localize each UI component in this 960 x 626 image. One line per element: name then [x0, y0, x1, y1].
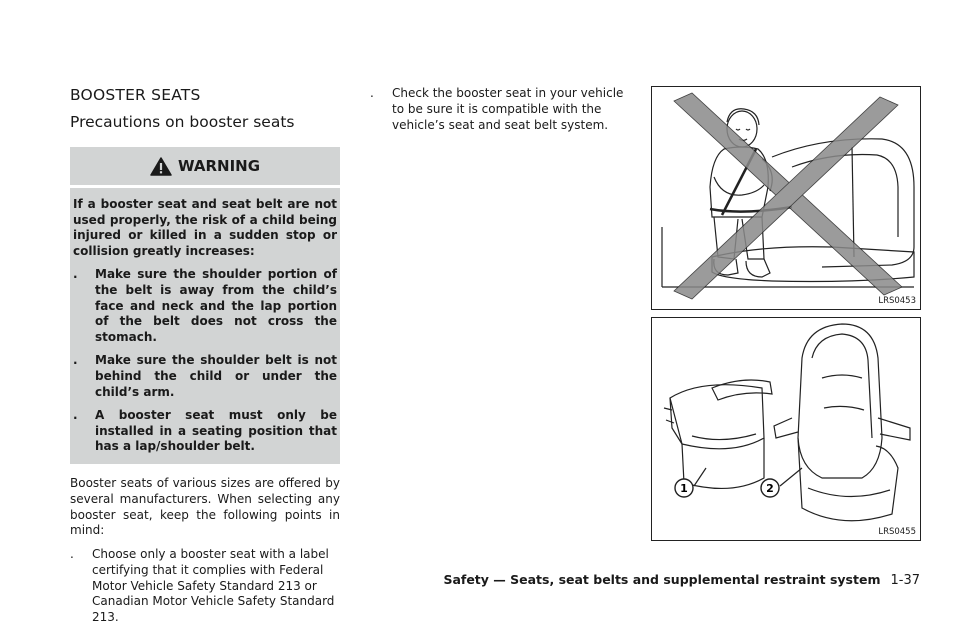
section-heading: BOOSTER SEATS: [70, 86, 201, 104]
child-on-seat-crossed-illustration: [652, 87, 920, 309]
bullet-mark: .: [73, 267, 78, 282]
warning-box: [70, 147, 340, 464]
warning-body: [70, 185, 340, 464]
warning-intro: If a booster seat and seat belt are not used properly, the risk of a child being injured or killed in a sudden stop or collision greatly increases:: [73, 197, 337, 258]
page-footer: [443, 572, 920, 588]
callout-2-label: 2: [766, 482, 774, 495]
middle-column: [370, 86, 638, 133]
bullet-mark: .: [70, 547, 74, 562]
left-column: [70, 86, 340, 626]
warning-triangle-icon: [150, 157, 172, 176]
warning-title: WARNING: [177, 157, 261, 175]
figure-incorrect-belt-use: [651, 86, 921, 310]
warning-bullet: [73, 353, 337, 400]
point-item: [70, 547, 340, 626]
point-text: Choose only a booster seat with a label certifying that it complies with Federal Motor Vehicle Safety Standard 213 or Canadian Motor Vehicle Safety Standard 213.: [92, 547, 335, 625]
figure-label: LRS0455: [878, 527, 916, 537]
figure-booster-seat-types: [651, 317, 921, 541]
point-text: Check the booster seat in your vehicle to be sure it is compatible with the vehicle’s seat and seat belt system.: [392, 86, 624, 132]
page-number: 1-37: [890, 573, 920, 588]
bullet-mark: .: [73, 353, 78, 368]
booster-seats-illustration: [652, 318, 920, 540]
warning-bullet: [73, 267, 337, 345]
callout-1-label: 1: [680, 482, 688, 495]
warning-bullet-text: Make sure the shoulder portion of the belt is away from the child’s face and neck and the lap portion of the belt does not cross the stomach.: [95, 267, 337, 344]
warning-bullet: [73, 408, 337, 455]
figure-label: LRS0453: [878, 296, 916, 306]
section-subheading: Precautions on booster seats: [70, 113, 295, 131]
bullet-mark: .: [73, 408, 78, 423]
footer-section-title: Safety — Seats, seat belts and supplemental restraint system: [443, 572, 881, 587]
warning-header: [70, 147, 340, 185]
warning-bullet-text: Make sure the shoulder belt is not behind the child or under the child’s arm.: [95, 353, 337, 399]
warning-bullet-text: A booster seat must only be installed in a seating position that has a lap/shoulder belt.: [95, 408, 337, 454]
point-item: [370, 86, 638, 133]
bullet-mark: .: [370, 86, 374, 100]
body-paragraph: Booster seats of various sizes are offered by several manufacturers. When selecting any booster seat, keep the following points in mind:: [70, 475, 340, 538]
